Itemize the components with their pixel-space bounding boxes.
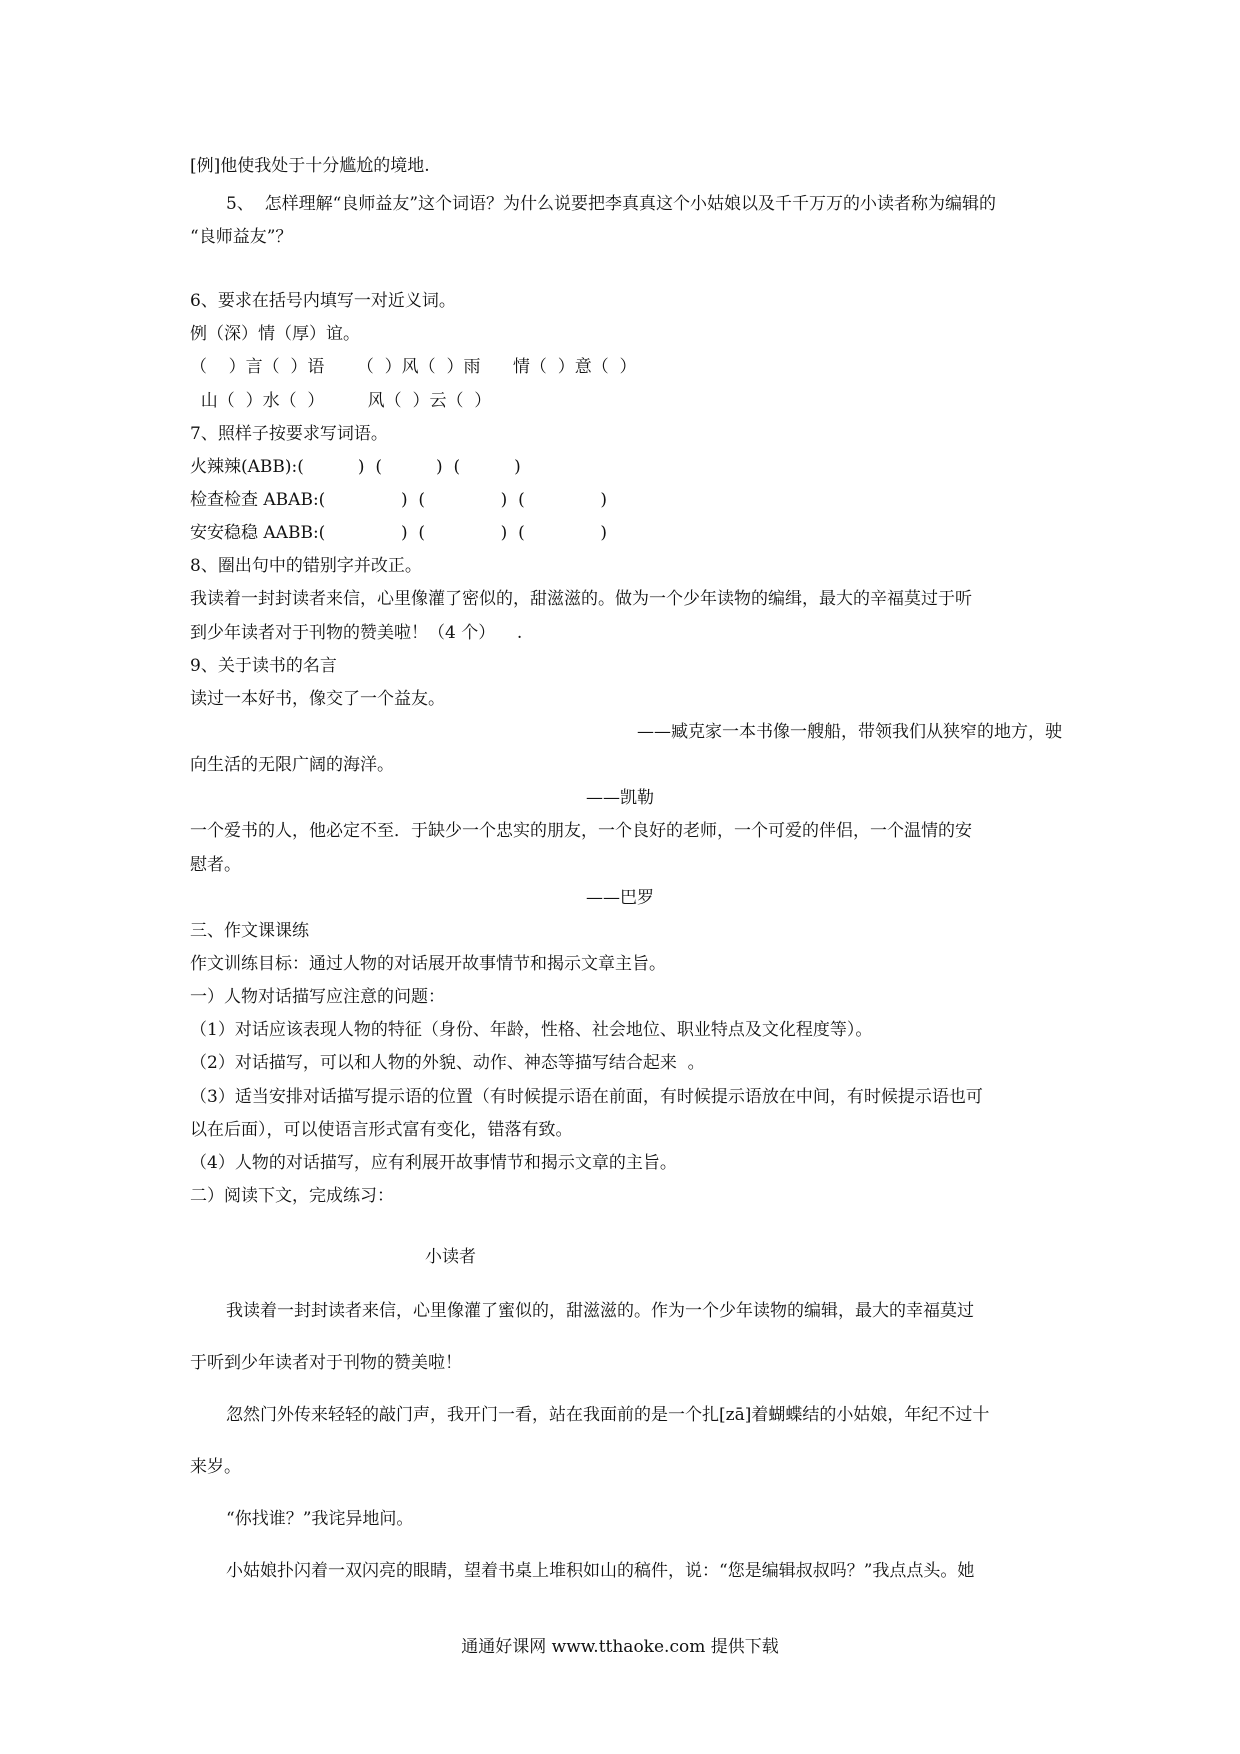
text-line: （ ）言（ ）语 （ ）风（ ）雨 情（ ）意（ ） bbox=[190, 357, 637, 377]
text-line: 以在后面），可以使语言形式富有变化，错落有致。 bbox=[190, 1120, 573, 1140]
text-line: 山（ ）水（ ） 风（ ）云（ ） bbox=[190, 391, 492, 411]
text-line: 8、圈出句中的错别字并改正。 bbox=[190, 556, 422, 576]
text-line: 安安稳稳 AABB:( ) ( ) ( ) bbox=[190, 523, 608, 543]
text-line: 一）人物对话描写应注意的问题： bbox=[190, 987, 445, 1007]
text-line: 到少年读者对于刊物的赞美啦！（4 个） . bbox=[190, 623, 523, 643]
text-line: 火辣辣(ABB):( ) ( ) ( ) bbox=[190, 457, 521, 477]
text-line: 向生活的无限广阔的海洋。 bbox=[190, 755, 394, 775]
text-line: 小姑娘扑闪着一双闪亮的眼睛，望着书桌上堆积如山的稿件，说：“您是编辑叔叔吗？”我点点头。她 bbox=[226, 1561, 975, 1581]
text-line: 一个爱书的人，他必定不至．于缺少一个忠实的朋友，一个良好的老师，一个可爱的伴侣，一个温情的安 bbox=[190, 821, 972, 841]
text-line: “良师益友”？ bbox=[190, 227, 293, 247]
text-line: 例（深）情（厚）谊。 bbox=[190, 324, 360, 344]
text-line: 5、 怎样理解“良师益友”这个词语？为什么说要把李真真这个小姑娘以及千千万万的小读者称为编辑的 bbox=[226, 194, 997, 214]
text-line: 忽然门外传来轻轻的敲门声，我开门一看，站在我面前的是一个扎[zā]着蝴蝶结的小姑娘，年纪不过十 bbox=[226, 1405, 990, 1425]
text-line: ——巴罗 bbox=[586, 888, 654, 908]
text-line: 9、关于读书的名言 bbox=[190, 656, 337, 676]
text-line: （3）适当安排对话描写提示语的位置（有时候提示语在前面，有时候提示语放在中间，有时候提示语也可 bbox=[190, 1087, 983, 1107]
text-line: 来岁。 bbox=[190, 1457, 241, 1477]
text-line: “你找谁？”我诧异地问。 bbox=[226, 1509, 414, 1529]
text-line: 于听到少年读者对于刊物的赞美啦！ bbox=[190, 1353, 462, 1373]
story-title: 小读者 bbox=[425, 1247, 476, 1267]
text-line: [例]他使我处于十分尴尬的境地. bbox=[190, 156, 430, 176]
text-line: ——凯勒 bbox=[586, 788, 654, 808]
text-line: 作文训练目标：通过人物的对话展开故事情节和揭示文章主旨。 bbox=[190, 954, 666, 974]
text-line: 慰者。 bbox=[190, 855, 241, 875]
text-line: 7、照样子按要求写词语。 bbox=[190, 424, 388, 444]
text-line: 6、要求在括号内填写一对近义词。 bbox=[190, 291, 456, 311]
text-line: （4）人物的对话描写，应有利展开故事情节和揭示文章的主旨。 bbox=[190, 1153, 677, 1173]
text-line: 检查检查 ABAB:( ) ( ) ( ) bbox=[190, 490, 608, 510]
text-line: 我读着一封封读者来信，心里像灌了蜜似的，甜滋滋的。作为一个少年读物的编辑，最大的幸福莫过 bbox=[226, 1301, 974, 1321]
footer: 通通好课网 www.tthaoke.com 提供下载 bbox=[461, 1637, 779, 1657]
text-line: ——臧克家一本书像一艘船，带领我们从狭窄的地方，驶 bbox=[637, 722, 1062, 742]
text-line: 二）阅读下文，完成练习： bbox=[190, 1186, 394, 1206]
text-line: （2）对话描写，可以和人物的外貌、动作、神态等描写结合起来 。 bbox=[190, 1053, 705, 1073]
text-line: 我读着一封封读者来信，心里像灌了密似的，甜滋滋的。做为一个少年读物的编缉，最大的辛福莫过于听 bbox=[190, 589, 972, 609]
text-line: （1）对话应该表现人物的特征（身份、年龄，性格、社会地位、职业特点及文化程度等）。 bbox=[190, 1020, 873, 1040]
text-line: 读过一本好书，像交了一个益友。 bbox=[190, 689, 445, 709]
text-line: 三、作文课课练 bbox=[190, 921, 309, 941]
